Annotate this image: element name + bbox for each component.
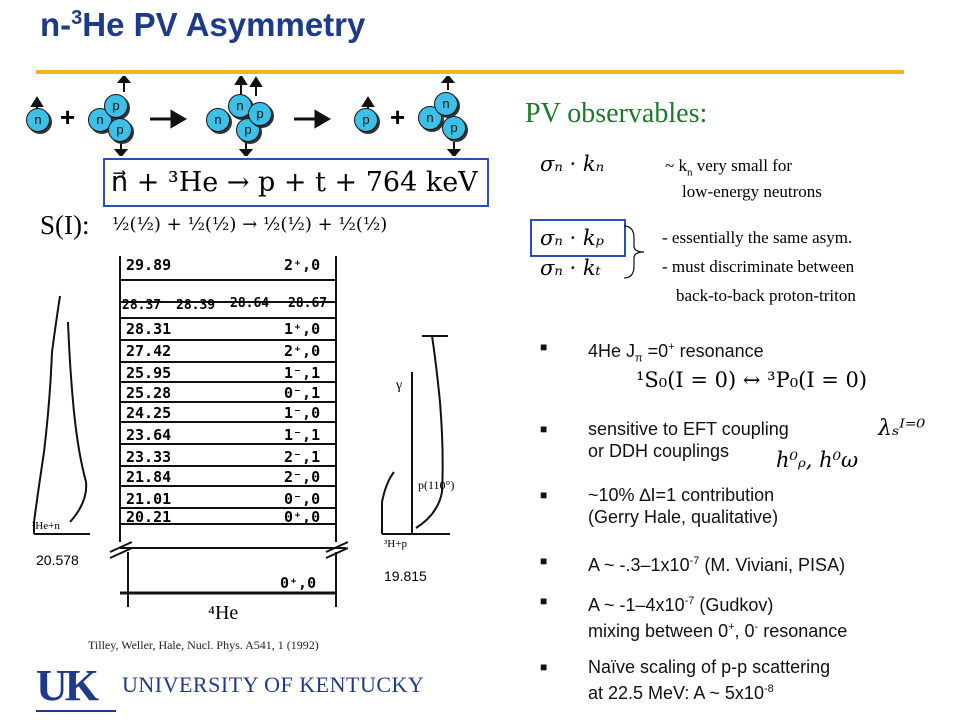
isospin-label: S(I): bbox=[40, 210, 90, 240]
he4-level-diagram bbox=[30, 252, 470, 632]
level-jpi: 1⁺,0 bbox=[284, 320, 321, 338]
channel-he3-n: ³He+n bbox=[32, 520, 60, 532]
gamma-label: γ bbox=[396, 378, 403, 393]
level-jpi: 2⁺,0 bbox=[284, 256, 321, 274]
lambda-coupling: λₛᴵ⁼⁰ bbox=[878, 416, 926, 441]
level-energy: 28.64 bbox=[230, 296, 270, 311]
kp-note-3: back-to-back proton-triton bbox=[676, 286, 856, 305]
bullet-resonance: ■ 4He $J_\pi =0^+$ resonance bbox=[540, 340, 764, 365]
kn-note-line2: low-energy neutrons bbox=[682, 182, 822, 201]
observables-brace bbox=[620, 224, 650, 280]
resonance-formula: ¹S₀(I = 0) ↔ ³P₀(I = 0) bbox=[636, 368, 868, 392]
plus-sign: + bbox=[60, 102, 76, 132]
level-energy: 28.37 bbox=[122, 298, 162, 313]
he4-proton-2: p bbox=[248, 102, 272, 126]
level-energy: 25.95 bbox=[126, 364, 172, 382]
plus-sign-2: + bbox=[390, 102, 406, 132]
level-jpi: 1⁻,1 bbox=[284, 364, 321, 382]
level-jpi: 2⁻,0 bbox=[284, 468, 321, 486]
bullet-gudkov: ■ A ~ $-1-4x10^{-7}$ (Gudkov) mixing between 0+, 0- resonance bbox=[540, 594, 848, 641]
page-title: n-$^3$He PV Asymmetry bbox=[40, 6, 366, 43]
triton-neutron-2: n bbox=[434, 92, 458, 116]
he3-proton-1: p bbox=[104, 94, 128, 118]
reaction-equation: n⃗ + ³He → p + t + 764 keV bbox=[103, 158, 489, 207]
isospin-formula: ½(½) + ½(½) → ½(½) + ½(½) bbox=[112, 214, 388, 235]
observable-sigma-kn: σₙ · kₙ bbox=[540, 152, 605, 176]
logo-underline bbox=[36, 710, 116, 712]
level-jpi: 0⁺,0 bbox=[284, 508, 321, 526]
pv-observables-heading: PV observables: bbox=[525, 98, 708, 129]
bullet-naive-scaling: ■ Naïve scaling of p-p scattering at 22.5 MeV: A ~ $5x10^{-8}$ bbox=[540, 657, 831, 703]
neutron-ball: n bbox=[26, 108, 50, 132]
level-energy: 21.01 bbox=[126, 490, 172, 508]
observable-sigma-kt: σₙ · kₜ bbox=[540, 256, 601, 280]
he3-proton-2: p bbox=[108, 118, 132, 142]
bullet-viviani: ■ A ~ $-.3-1x10^{-7}$ (M. Viviani, PISA) bbox=[540, 554, 846, 575]
level-jpi: 0⁻,0 bbox=[284, 490, 321, 508]
kp-note-1: - essentially the same asym. bbox=[662, 228, 853, 247]
level-energy: 28.67 bbox=[288, 296, 328, 311]
he4-label: ⁴He bbox=[208, 602, 239, 624]
he4-neutron-1: n bbox=[206, 108, 230, 132]
threshold-n-he3: 20.578 bbox=[36, 552, 79, 568]
kp-note-2: - must discriminate between bbox=[662, 257, 855, 276]
threshold-p-t: 19.815 bbox=[384, 568, 427, 584]
level-energy: 25.28 bbox=[126, 384, 172, 402]
level-jpi: 2⁻,1 bbox=[284, 448, 321, 466]
level-energy: 28.31 bbox=[126, 320, 172, 338]
bullet-delta-i: ■ ~10% ∆I=1 contribution (Gerry Hale, qualitative) bbox=[540, 485, 779, 527]
level-energy: 24.25 bbox=[126, 404, 172, 422]
uk-logo: UK bbox=[36, 661, 96, 710]
kn-note-line1: ~ $k_n$ very small for bbox=[665, 156, 793, 179]
triton-neutron-1: n bbox=[418, 106, 442, 130]
ground-state-jpi: 0⁺,0 bbox=[280, 574, 317, 592]
bullet-eft: ■ sensitive to EFT coupling or DDH couplings bbox=[540, 419, 789, 461]
level-energy: 20.21 bbox=[126, 508, 172, 526]
level-energy: 27.42 bbox=[126, 342, 172, 360]
he4-neutron-2: n bbox=[228, 94, 252, 118]
level-energy: 23.64 bbox=[126, 426, 172, 444]
level-energy: 21.84 bbox=[126, 468, 172, 486]
he3-neutron: n bbox=[88, 108, 112, 132]
triton-proton: p bbox=[442, 116, 466, 140]
level-jpi: 1⁻,0 bbox=[284, 404, 321, 422]
ddh-couplings: h⁰ᵨ, h⁰ω bbox=[776, 448, 859, 472]
level-energy: 28.39 bbox=[176, 298, 216, 313]
level-jpi: 0⁻,1 bbox=[284, 384, 321, 402]
kp-highlight-box bbox=[530, 219, 626, 257]
level-energy: 23.33 bbox=[126, 448, 172, 466]
p110-label: p(110°) bbox=[418, 478, 455, 492]
nucleon-cartoon bbox=[24, 76, 484, 156]
proton-ball: p bbox=[354, 108, 378, 132]
level-jpi: 1⁻,1 bbox=[284, 426, 321, 444]
he4-proton-1: p bbox=[236, 118, 260, 142]
observable-sigma-kp: σₙ · kₚ bbox=[540, 226, 604, 250]
level-energy: 29.89 bbox=[126, 256, 172, 274]
title-divider bbox=[36, 70, 904, 74]
citation: Tilley, Weller, Hale, Nucl. Phys. A541, 1 (1992) bbox=[88, 638, 319, 652]
university-name: UNIVERSITY OF KENTUCKY bbox=[122, 672, 425, 697]
channel-h3-p: ³H+p bbox=[384, 538, 407, 550]
level-jpi: 2⁺,0 bbox=[284, 342, 321, 360]
